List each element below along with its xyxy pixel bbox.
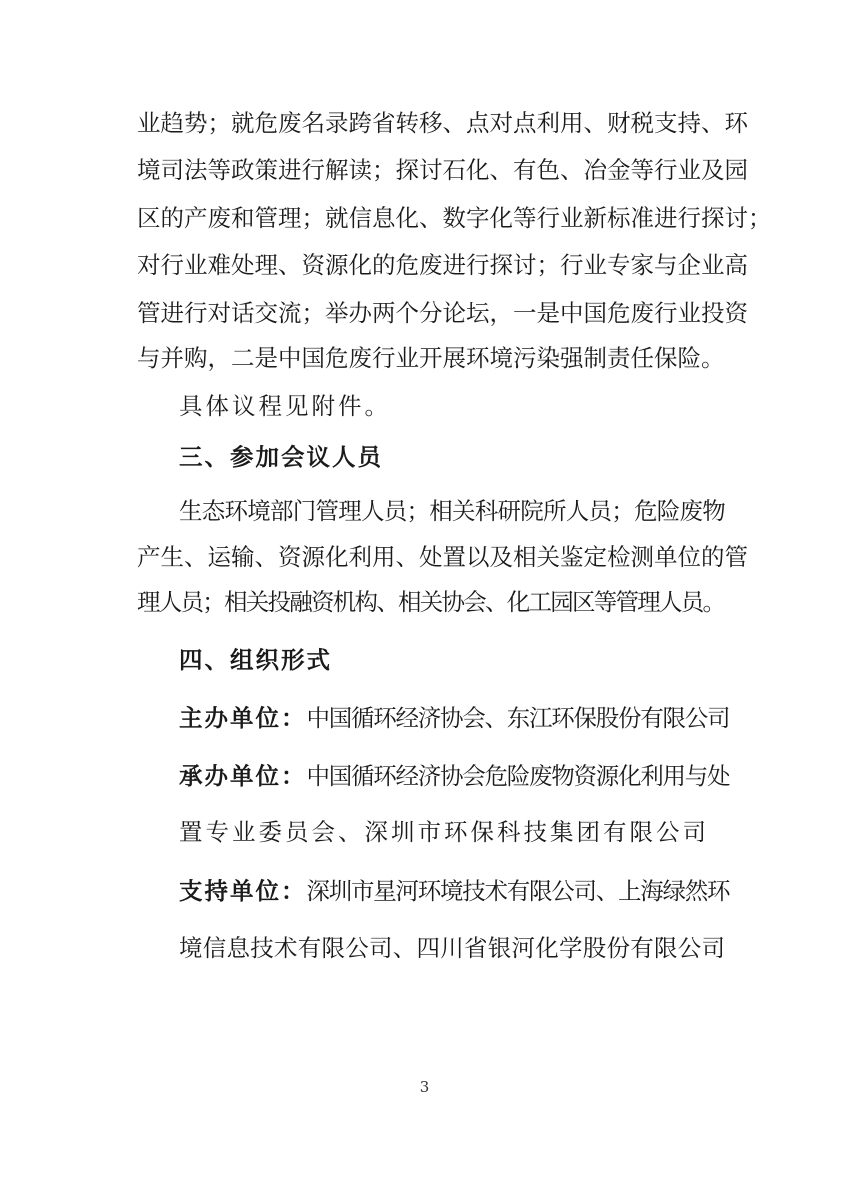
page-number: 3 (419, 1078, 430, 1096)
organizer-unit-text: 中国循环经济协会危险废物资源化利用与处 (306, 762, 730, 790)
body-text-line: 对行业难处理、资源化的危废进行探讨；行业专家与企业高 (137, 251, 748, 279)
body-text-line: 生态环境部门管理人员；相关科研院所人员；危险废物 (179, 497, 725, 525)
support-unit-label: 支持单位： (179, 877, 307, 905)
support-unit-text-continued: 境信息技术有限公司、四川省银河化学股份有限公司 (179, 934, 726, 962)
body-text-line: 区的产废和管理；就信息化、数字化等行业新标准进行探讨； (137, 204, 772, 232)
body-text-line: 业趋势；就危废名录跨省转移、点对点利用、财税支持、环 (137, 109, 748, 137)
host-unit-line (179, 702, 729, 734)
support-unit-text: 深圳市星河环境技术有限公司、上海绿然环 (306, 877, 730, 905)
body-text-line: 产生、运输、资源化利用、处置以及相关鉴定检测单位的管 (137, 543, 748, 571)
agenda-note: 具体议程见附件。 (179, 392, 391, 420)
body-text-line: 理人员；相关投融资机构、相关协会、化工园区等管理人员。 (137, 588, 725, 616)
host-unit-text: 中国循环经济协会、东江环保股份有限公司 (306, 704, 730, 732)
body-text-line: 与并购，二是中国危废行业开展环境污染强制责任保险。 (137, 344, 725, 372)
section-heading-organization: 四、组织形式 (179, 646, 332, 674)
section-heading-attendees: 三、参加会议人员 (179, 443, 383, 471)
organizer-unit-line (179, 760, 729, 792)
organizer-unit-label: 承办单位： (179, 762, 307, 790)
host-unit-label: 主办单位： (179, 704, 307, 732)
support-unit-line (179, 875, 729, 907)
body-text-line: 境司法等政策进行解读；探讨石化、有色、冶金等行业及园 (137, 156, 748, 184)
organizer-unit-text-continued: 置专业委员会、深圳市环保科技集团有限公司 (179, 818, 709, 846)
body-text-line: 管进行对话交流；举办两个分论坛，一是中国危废行业投资 (137, 299, 748, 327)
